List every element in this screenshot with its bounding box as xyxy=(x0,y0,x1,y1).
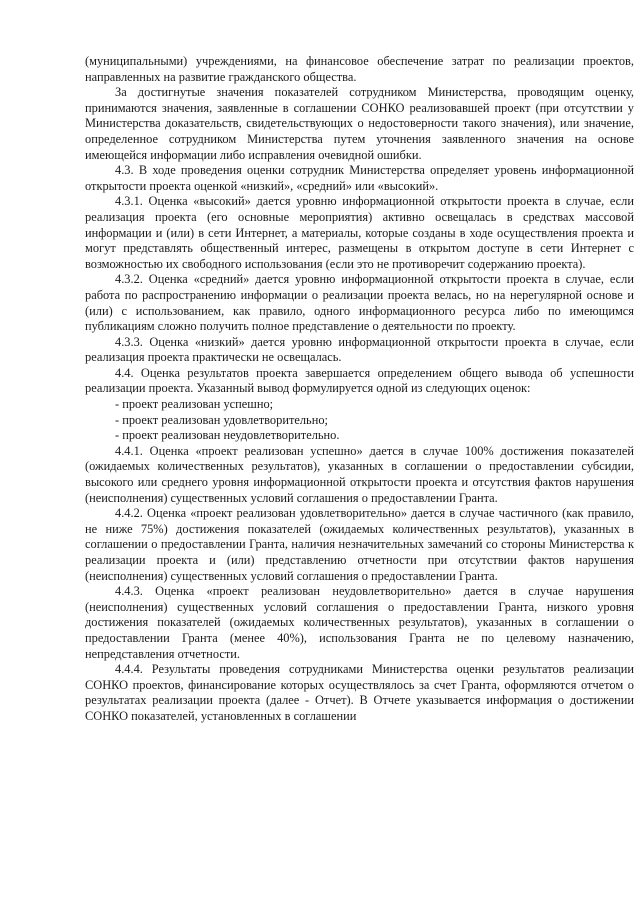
paragraph-4-4-2: 4.4.2. Оценка «проект реализован удовлетворительно» дается в случае частичного (как правило, не ниже 75%) достижения показателей (ожидаемых количественных результатов), указанных в соглашении о предоставлении Гранта, наличия незначительных замечаний со стороны Министерства к реализации проекта и (или) представлению отчетности при отсутствии фактов нарушения (неисполнения) существенных условий соглашения о предоставлении Гранта. xyxy=(85,506,634,583)
paragraph-4-3-3: 4.3.3. Оценка «низкий» дается уровню информационной открытости проекта в случае, если реализация проекта практически не освещалась. xyxy=(85,334,634,365)
list-item-unsatisfactory: - проект реализован неудовлетворительно. xyxy=(115,428,340,443)
list-item-success: - проект реализован успешно; xyxy=(115,397,274,412)
paragraph-4-4-4: 4.4.4. Результаты проведения сотрудниками Министерства оценки результатов реализации СОНКО проектов, финансирование которых осуществлялось за счет Гранта, оформляются отчетом о результатах реализации проекта (далее - Отчет). В Отчете указывается информация о достижении СОНКО показателей, установленных в соглашении xyxy=(85,662,634,723)
paragraph-continuation: (муниципальными) учреждениями, на финансовое обеспечение затрат по реализации проектов, направленных на развитие гражданского общества. xyxy=(85,54,634,84)
paragraph-4-4: 4.4. Оценка результатов проекта завершается определением общего вывода об успешности реализации проекта. Указанный вывод формулируется одной из следующих оценок: xyxy=(85,365,634,396)
paragraph-4-4-3: 4.4.3. Оценка «проект реализован неудовлетворительно» дается в случае нарушения (неисполнения) существенных условий соглашения о предоставлении Гранта, низкого уровня достижения показателей (ожидаемых количественных результатов), указанных в соглашении о предоставлении Гранта (менее 40%), использования Гранта не по целевому назначению, непредставления отчетности. xyxy=(85,584,634,661)
paragraph-4-3: 4.3. В ходе проведения оценки сотрудник Министерства определяет уровень информационной открытости проекта оценкой «низкий», «средний» или «высокий». xyxy=(85,163,634,193)
list-item-satisfactory: - проект реализован удовлетворительно; xyxy=(115,412,328,427)
paragraph-4-3-2: 4.3.2. Оценка «средний» дается уровню информационной открытости проекта в случае, если работа по распространению информации о реализации проекта велась, но на нерегулярной основе и (или) с использованием, как правило, одного информационного ресурса либо по имеющимся публикациям сложно получить полное представление о деятельности по проекту. xyxy=(85,272,634,334)
document-body xyxy=(85,54,634,725)
paragraph-4-4-1: 4.4.1. Оценка «проект реализован успешно» дается в случае 100% достижения показателей (ожидаемых количественных результатов), указанных в соглашении о предоставлении субсидии, высокого или среднего уровня информационной открытости проекта и отсутствия фактов нарушения (неисполнения) существенных условий соглашения о предоставлении Гранта. xyxy=(85,443,634,505)
paragraph-achieved-values: За достигнутые значения показателей сотрудником Министерства, проводящим оценку, принимаются значения, заявленные в соглашении СОНКО реализовавшей проект (при отсутствии у Министерства доказательств, свидетельствующих о недостоверности такого значения), или значение, определенное сотрудником Министерства путем уточнения заявленного значения на основе имеющейся информации либо исправления очевидной ошибки. xyxy=(85,85,634,162)
paragraph-4-3-1: 4.3.1. Оценка «высокий» дается уровню информационной открытости проекта в случае, если реализация проекта (его основные мероприятия) активно освещалась в средствах массовой информации и (или) в сети Интернет, а материалы, которые созданы в ходе осуществления проекта и могут представлять общественный интерес, размещены в открытом доступе в сети Интернет с возможностью их свободного использования (если это не противоречит содержанию проекта). xyxy=(85,194,634,271)
